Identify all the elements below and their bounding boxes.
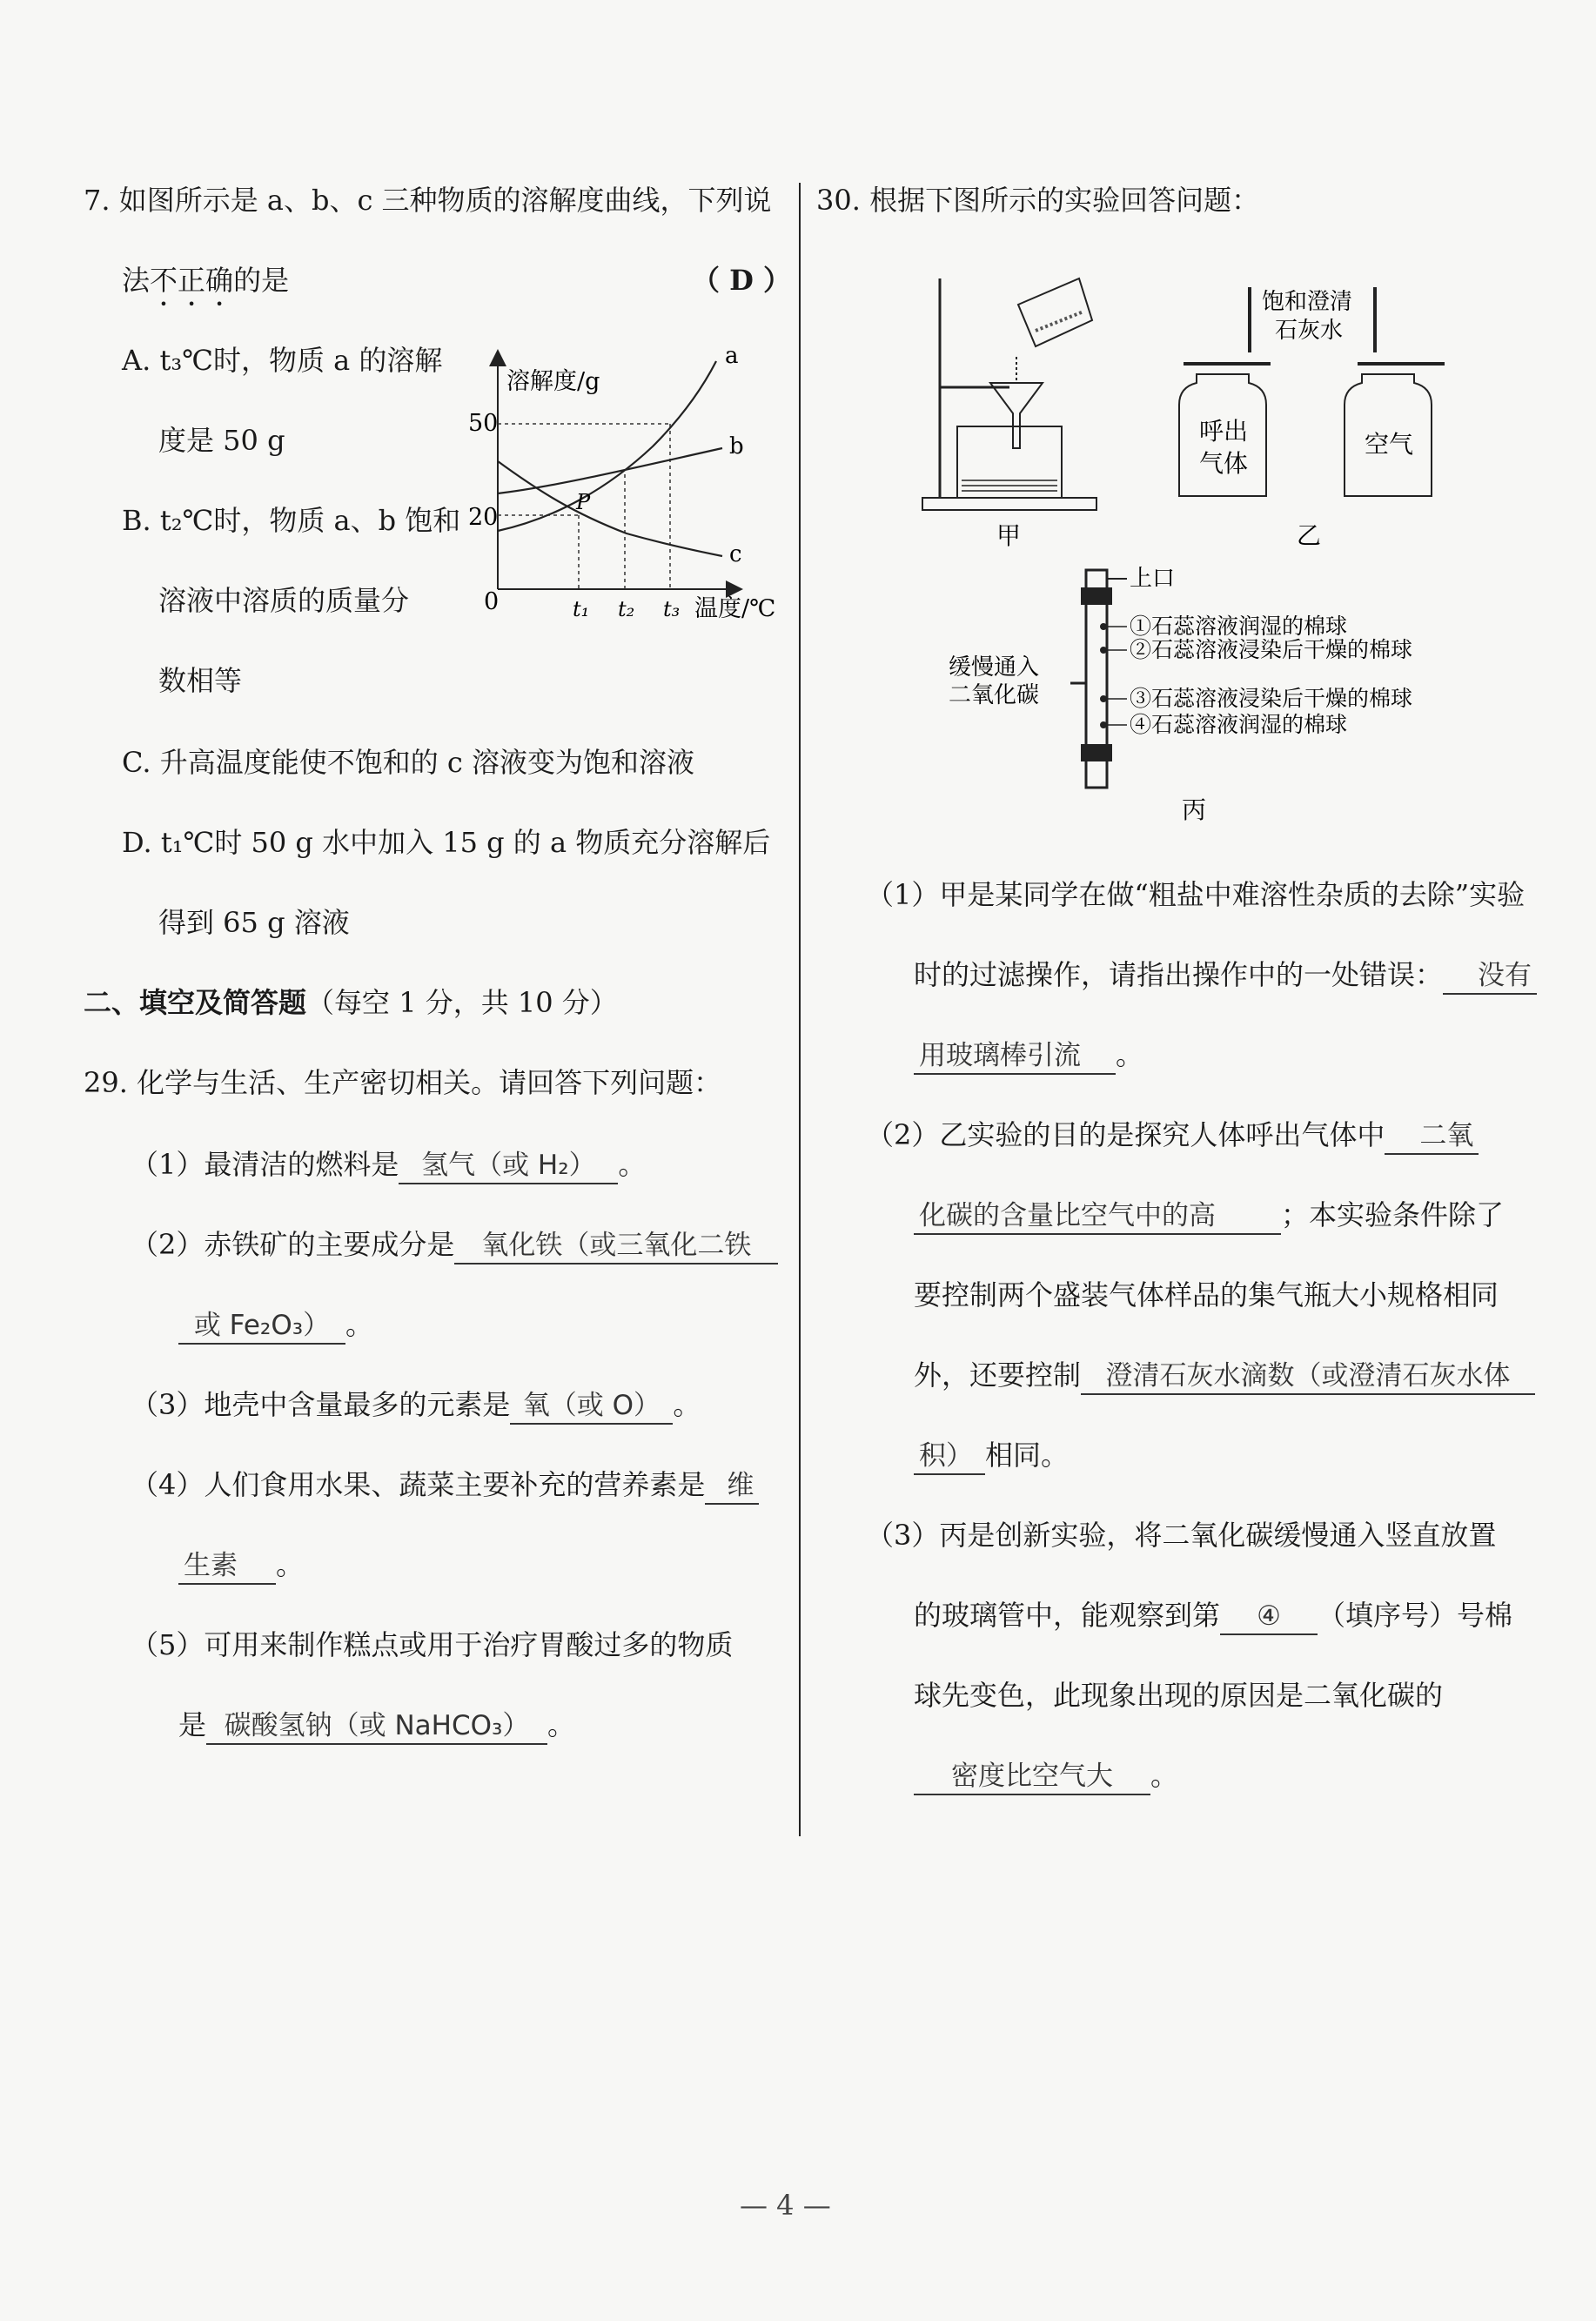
q29-part4-answer-line1: 维 [705,1468,759,1505]
bottle-exhaled-label2: 气体 [1199,449,1249,478]
y-tick-50: 50 [468,410,499,437]
q29-part2-line2: 或 Fe₂O₃） 。 [178,1307,373,1345]
top-stopper [1081,587,1112,605]
cotton-ball-3 [1100,695,1107,702]
q7-option-d-line2: 得到 65 g 溶液 [158,906,350,939]
q30-part3-line3: 球先变色，此现象出现的原因是二氧化碳的 [914,1679,1444,1712]
solubility-chart [453,344,792,644]
funnel [990,383,1043,448]
q29-part3-answer: 氧（或 O） [510,1388,673,1425]
q30-part3-answer2: 密度比空气大 [914,1759,1150,1795]
curve-b [498,448,722,493]
tube-top-label: 上口 [1130,566,1176,592]
q30-part1-answer-line1: 没有 [1443,958,1537,995]
stand-base [922,498,1096,510]
figure-bing-tube [940,553,1462,831]
q29-part4-line2: 生素 。 [178,1547,304,1585]
beaker-liquid [962,480,1057,491]
x-tick-t2: t₂ [618,597,635,621]
inlet-label1: 缓慢通入 [949,654,1040,681]
beaker [957,426,1062,498]
y-axis-label: 溶解度/g [506,368,600,395]
q29-part1-answer: 氢气（或 H₂） [399,1148,618,1184]
inlet-label2: 二氧化碳 [949,682,1040,708]
q7-option-d-line1: D. t₁℃时 50 g 水中加入 15 g 的 a 物质充分溶解后 [122,826,771,859]
q30-part3-line4: 密度比空气大 。 [914,1758,1178,1795]
ball2-label: ②石蕊溶液浸染后干燥的棉球 [1130,637,1413,662]
q7-option-b-line3: 数相等 [158,664,243,697]
figure-jia-filtration [914,261,1123,557]
figure-bing-label: 丙 [1182,795,1207,824]
bottle-air-label: 空气 [1365,430,1414,459]
q7-option-c: C. 升高温度能使不饱和的 c 溶液变为饱和溶液 [122,746,694,779]
q29-part4-answer-line2: 生素 [178,1548,276,1585]
q7-option-a-line2: 度是 50 g [158,424,285,457]
figure-yi-label: 乙 [1297,521,1322,550]
origin-label: 0 [484,588,500,615]
q30-part2-answer-line4: 积） [914,1439,985,1475]
q30-part3-line1: （3）丙是创新实验，将二氧化碳缓慢通入竖直放置 [866,1519,1497,1552]
q30-part1-line3: 用玻璃棒引流 。 [914,1037,1143,1075]
q30-part2-answer-line3: 澄清石灰水滴数（或澄清石灰水体 [1081,1358,1535,1395]
q29-part5-answer: 碳酸氢钠（或 NaHCO₃） [206,1708,547,1745]
q29-stem: 29. 化学与生活、生产密切相关。请回答下列问题： [84,1066,722,1099]
q29-part2-line1: （2）赤铁矿的主要成分是 氧化铁（或三氧化二铁 [131,1227,778,1264]
q7-option-a-line1: A. t₃℃时，物质 a 的溶解 [122,344,443,377]
dropper-label-line2: 石灰水 [1275,318,1344,344]
q30-part1-line2: 时的过滤操作，请指出操作中的一处错误： 没有 [914,957,1537,995]
page-number: — 4 — [740,2189,831,2222]
bottle-exhaled-label1: 呼出 [1199,417,1249,446]
q30-part2-answer-line2: 化碳的含量比空气中的高 [914,1198,1281,1235]
q30-part3-line2: 的玻璃管中，能观察到第 ④ （填序号）号棉 [914,1598,1512,1635]
q30-part1-line1: （1）甲是某同学在做“粗盐中难溶性杂质的去除”实验 [866,878,1526,911]
q30-part2-answer-line1: 二氧 [1385,1118,1479,1155]
figure-jia-label: 甲 [996,521,1022,550]
q30-stem: 30. 根据下图所示的实验回答问题： [816,184,1260,217]
q7-answer: （ D ） [692,264,792,297]
q29-part2-answer-line1: 氧化铁（或三氧化二铁 [454,1228,778,1264]
cotton-ball-4 [1100,721,1107,728]
q7-option-b-line1: B. t₂℃时，物质 a、b 饱和 [122,504,461,537]
x-tick-t3: t₃ [663,597,681,621]
q7-option-b-line2: 溶液中溶质的质量分 [158,584,410,617]
dropper-label-line1: 饱和澄清 [1262,289,1353,315]
q29-part1: （1）最清洁的燃料是 氢气（或 H₂） 。 [131,1147,646,1184]
q30-part2-line5: 积） 相同。 [914,1438,1069,1475]
point-p-label: P [576,490,591,514]
column-divider [799,183,801,1836]
cotton-ball-1 [1100,623,1107,630]
x-tick-t1: t₁ [573,597,590,621]
q30-part2-line3: 要控制两个盛装气体样品的集气瓶大小规格相同 [914,1278,1499,1311]
q30-part2-line2: 化碳的含量比空气中的高 ；本实验条件除了 [914,1197,1504,1235]
q7-stem-line1: 7. 如图所示是 a、b、c 三种物质的溶解度曲线，下列说 [84,184,772,217]
curve-c-label: c [729,541,742,567]
curve-c [498,461,722,556]
y-tick-20: 20 [468,504,499,531]
ball1-label: ①石蕊溶液润湿的棉球 [1130,614,1348,639]
q29-part5-line1: （5）可用来制作糕点或用于治疗胃酸过多的物质 [131,1628,734,1661]
q29-part5-line2: 是 碳酸氢钠（或 NaHCO₃） 。 [178,1707,575,1745]
q30-part1-answer-line2: 用玻璃棒引流 [914,1038,1116,1075]
q29-part2-answer-line2: 或 Fe₂O₃） [178,1308,345,1345]
q7-stem-line2: 法不正确的是 [122,264,290,297]
q30-part2-line4: 外，还要控制 澄清石灰水滴数（或澄清石灰水体 [914,1358,1535,1395]
bottom-stopper [1081,744,1112,761]
ball4-label: ④石蕊溶液润湿的棉球 [1130,712,1348,737]
figure-yi-co2-test [1166,278,1497,557]
ball3-label: ③石蕊溶液浸染后干燥的棉球 [1130,686,1413,711]
q30-part2-line1: （2）乙实验的目的是探究人体呼出气体中 二氧 [866,1117,1479,1155]
q29-part4-line1: （4）人们食用水果、蔬菜主要补充的营养素是 维 [131,1467,759,1505]
curve-a-label: a [725,344,739,369]
cotton-ball-2 [1100,647,1107,654]
x-axis-label: 温度/℃ [694,595,776,622]
curve-b-label: b [729,433,744,460]
section2-heading: 二、填空及简答题（每空 1 分，共 10 分） [84,986,618,1019]
q30-part3-answer1: ④ [1220,1599,1318,1635]
q29-part3: （3）地壳中含量最多的元素是 氧（或 O） 。 [131,1387,701,1425]
